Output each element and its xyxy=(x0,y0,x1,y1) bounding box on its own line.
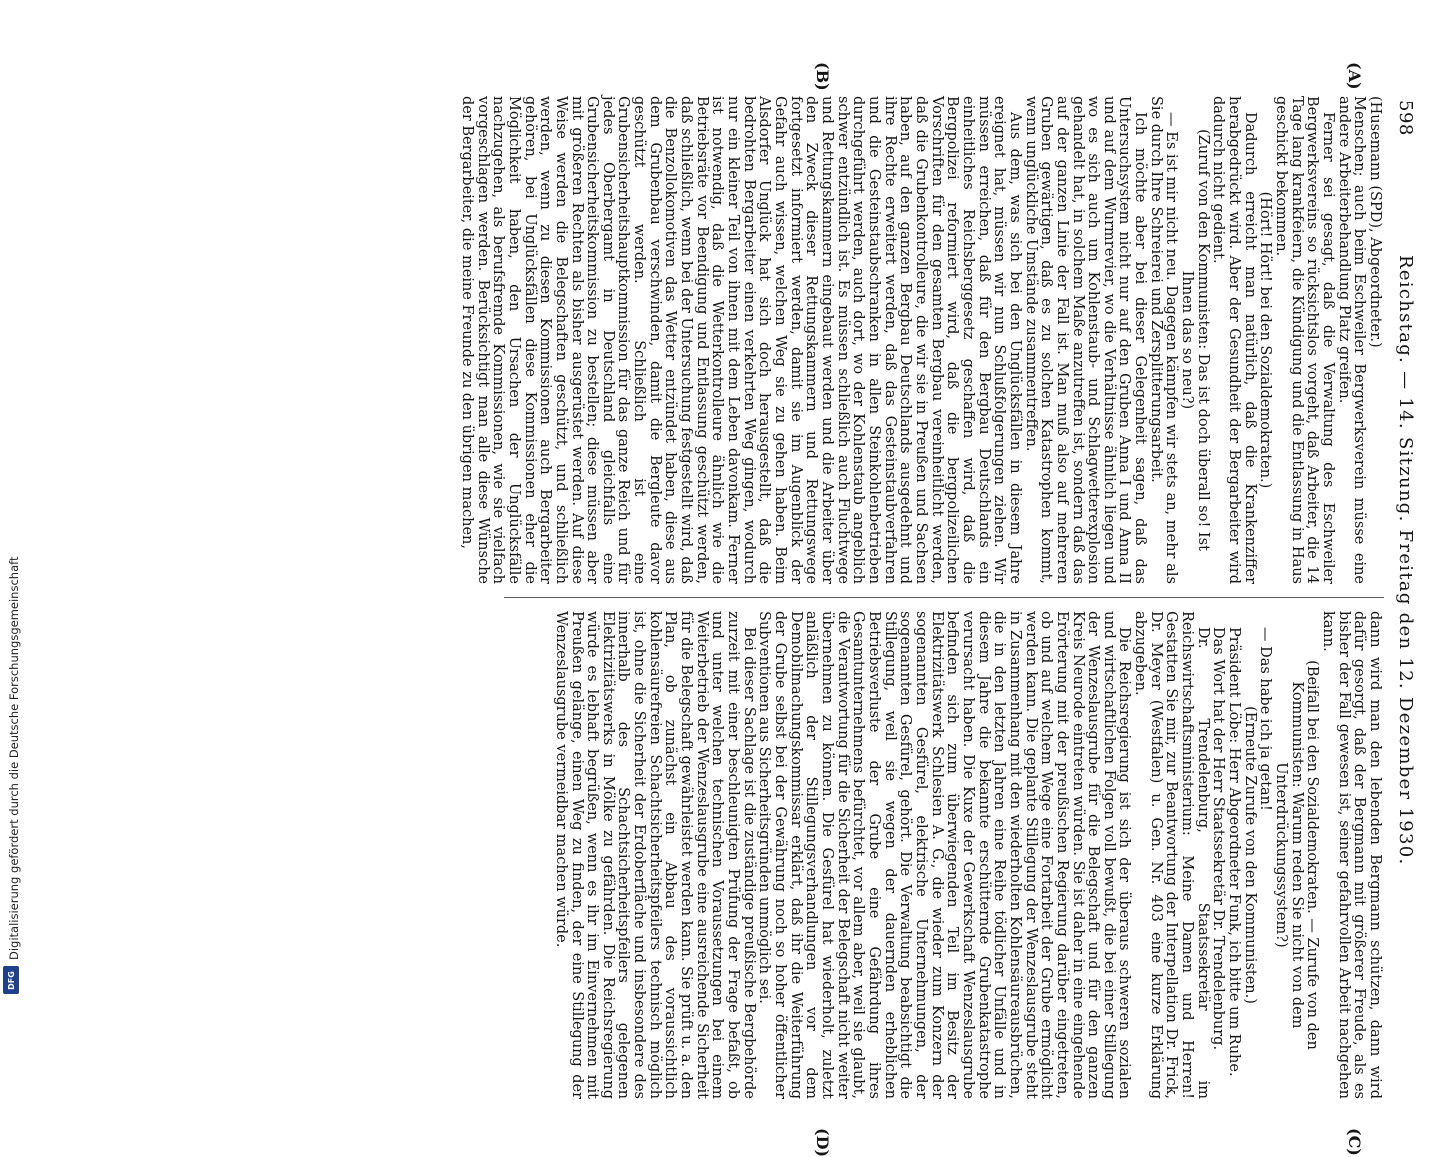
speaker-paragraph: Dr. Trendelenburg, Staatssekretär im Reichswirtschaftsministerium: Meine Damen und Herren! Gestatten Sie mir, zur Beantwortung der Interpellation Dr. Frick, Dr. Meyer (Westfalen) u. Gen. Nr. 403 eine kurze Erklärung abzugeben. xyxy=(1132,611,1211,1099)
interjection: (Hört! Hört! bei den Sozialdemokraten.) xyxy=(1257,191,1274,489)
paragraph: Das Wort hat der Herr Staatssekretär Dr. Trendelenburg. xyxy=(1210,627,1227,1051)
paragraph: — Es ist mir nicht neu. Dagegen kämpfen wir stets an, mehr als Sie durch Ihre Schreierei und Zersplitterungsarbeit. xyxy=(1147,96,1180,584)
margin-marker-a: (A) xyxy=(1345,62,1364,90)
digitization-credit xyxy=(0,0,24,1000)
page-header xyxy=(1390,100,1416,1100)
digitization-credit-text: Digitalisierung gefördert durch die Deutsche Forschungsgemeinschaft xyxy=(7,556,21,960)
running-title: Reichstag. — 14. Sitzung. Freitag den 12. Dezember 1930. xyxy=(1395,255,1416,866)
interjection: (Erneute Zurufe von den Kommunisten.) xyxy=(1241,706,1258,1004)
paragraph: Ich möchte aber bei dieser Gelegenheit sagen, daß das Untersuchsystem nicht nur auf den Gruben Anna I und Anna II und auf dem Wurmrevier, wo die Verhältnisse ähnlich liegen und wo es sich auch um Kohlenstaub- und Schlagwetterexplosion gehandelt hat, in solchem Maße anzutreffen ist, sondern daß das auf der ganzen Linie der Fall ist. Man muß also auf mehreren Gruben gewärtigen, daß es zu solchen Katastrophen kommt, wenn unglückliche Umstände zusammentreffen. xyxy=(1022,96,1149,584)
paragraph: Die Reichsregierung ist sich der überaus schweren sozialen und wirtschaftlichen Folgen voll bewußt, die bei einer Stillegung der Wenzeslausgrube für die Belegschaft und für den ganzen Kreis Neurode eintreten würden. Sie ist daher in eine eingehende Erörterung mit der preußischen Regierung darüber eingetreten, ob und auf welchem Wege eine Fortarbeit der Grube ermöglicht werden kann. Die geplante Stillegung der Wenzeslausgrube steht in Zusammenhang mit den wiederholten Kohlensäureausbrüchen, die in den letzten Jahren eine Reihe tödlicher Unfälle und in diesem Jahre die bekannte erschütternde Grubenkatastrophe verursacht haben. Die Kuxe der Gewerkschaft Wenzeslausgrube befinden sich zum überwiegenden Teil im Besitz der Elektrizitätswerk Schlesien A. G., die wieder zum Konzern der sogenannten Gesfürel, elektrische Unternehmungen, der sogenannten Gesfürel, gehört. Die Verwaltung beabsichtigt die Stillegung, weil sie wegen der dauernden erheblichen Betriebsverluste der Grube eine Gefährdung ihres Gesamtunternehmens befürchtet, vor allem aber, weil sie glaubt, die Verantwortung für die Sicherheit der Belegschaft nicht weiter übernehmen zu können. Die Gesfürel hat wiederholt, zuletzt anläßlich der Stillegungsverhandlungen vor dem Demobilmachungskommissar erklärt, daß ihr die Weiterführung der Grube selbst bei der Gewährung noch so hoher öffentlicher Subventionen aus Sicherheitsgründen unmöglich sei. xyxy=(756,611,1133,1099)
paragraph: Menschen; auch beim Eschweiler Bergwerksverein müsse eine andere Arbeiterbehandlung Platz greifen. xyxy=(1335,96,1368,584)
interjection: (Beifall bei den Sozialdemokraten. — Zurufe von den Kommunisten: Warum reden Sie nicht von dem Unterdrückungssystem?) xyxy=(1273,660,1321,1050)
margin-marker-b: (B) xyxy=(813,62,832,91)
interjection: (Zuruf von den Kommunisten: Das ist doch überall so! Ist Ihnen das so neu?) xyxy=(1179,129,1211,551)
margin-marker-c: (C) xyxy=(1345,1128,1364,1156)
dfg-logo-icon xyxy=(3,966,19,994)
page-number: 598 xyxy=(1395,100,1416,136)
president-remark: Präsident Löbe: Herr Abgeordneter Funk, ich bitte um Ruhe. xyxy=(1226,627,1243,1077)
paragraph: Bei dieser Sachlage ist die zuständige preußische Bergbehörde zurzeit mit einer beschleunigten Prüfung der Frage befaßt, ob und unter welchen technischen Voraussetzungen bei einem Weiterbetrieb der Wenzeslausgrube eine ausreichende Sicherheit für die Belegschaft gewährleistet werden kann. Sie prüft u. a. den Plan, ob zunächst ein Abbau des voraussichtlich kohlensäurefreien Schachtsicherheitspfeilers technisch möglich ist, ohne die Sicherheit der Erdoberfläche und insbesondere des innerhalb des Schachtsicherheitspfeilers gelegenen Elektrizitätswerks in Mölke zu gefährden. Die Reichsregierung würde es lebhaft begrüßen, wenn es ihr im Einvernehmen mit Preußen gelänge, einen Weg zu finden, der eine Stillegung der Wenzeslausgrube vermeidbar machen würde. xyxy=(552,611,757,1099)
left-text-column xyxy=(458,96,1382,584)
speaker-continuation: (Husemann (SPD), Abgeordneter.) xyxy=(1367,96,1383,348)
paragraph: Dadurch erreicht man natürlich, daß die Krankenziffer herabgedrückt wird. Aber der Gesundheit der Bergarbeiter wird dadurch nicht gedient. xyxy=(1210,96,1258,584)
margin-marker-d: (D) xyxy=(813,1128,832,1157)
paragraph: dann wird man den lebenden Bergmann schützen, dann wird dafür gesorgt, daß der Bergmann mit größerer Freude, als es bisher der Fall gewesen ist, seiner gefahrvollen Arbeit nachgehen kann. xyxy=(1320,611,1383,1099)
dfg-logo-text: DFG xyxy=(6,970,16,990)
column-divider xyxy=(504,597,1384,598)
paragraph: Ferner sei gesagt, daß die Verwaltung des Eschweiler Bergwerksvereins so rücksichtslos vorgeht, daß Arbeiter, die 14 Tage lang krankfeiern, die Kündigung und die Entlassung in Haus geschickt bekommen. xyxy=(1273,96,1337,584)
paragraph: Aus dem, was sich bei den Unglücksfällen in diesem Jahre ereignet hat, müssen wir nun Schlußfolgerungen ziehen. Wir müssen erreichen, daß für den Bergbau Deutschlands ein einheitliches Reichsberggesetz geschaffen wird, daß die Bergpolizei reformiert wird, daß die bergpolizeilichen Vorschriften für den gesamten Bergbau vereinheitlicht werden, daß die Grubenkontrolleure, die wir sie in Preußen und Sachsen haben, auf den ganzen Bergbau Deutschlands ausgedehnt und ihre Rechte erweitert werden, daß das Gesteinstaubverfahren und die Gesteinstaubschranken in allen Steinkohlenbetrieben durchgeführt werden, auch dort, wo der Kohlenstaub angeblich schwer entzündlich ist. Es müssen schließlich auch Fluchtwege und Rettungskammern eingebaut werden und die Arbeiter über den Zweck dieser Rettungskammern und Rettungswege fortgesetzt informiert werden, damit sie im Augenblick der Gefahr auch wissen, welchen Weg sie zu gehen haben. Beim Alsdorfer Unglück hat sich doch herausgestellt, daß die bedrohten Bergarbeiter einen verkehrten Weg gingen, wodurch nur ein kleiner Teil von ihnen mit dem Leben davonkam. Ferner ist notwendig, daß die Wetterkontrolleure ähnlich wie die Betriebsräte vor Beendigung und Entlassung geschützt werden, daß schließlich, wenn bei der Untersuchung festgestellt wird, daß die Benzollokomotiven das Wetter entzündet haben, diese aus dem Grubenbau verschwinden, damit die Bergleute davor geschützt werden. Schließlich ist eine Grubensicherheitshauptkommission für das ganze Reich und für jedes Oberbergamt in Deutschland gleichfalls eine Grubensicherheitskommission zu bestellen; diese müssen aber mit größeren Rechten als bisher ausgerüstet werden. Auf diese Weise werden die Belegschaften geschützt, und schließlich werden, wenn zu diesen Kommissionen auch Bergarbeiter gehören, bei Unglücksfällen diese Kommissionen eher die Möglichkeit haben, den Ursachen der Unglücksfälle nachzugehen, als berufsfremde Kommissionen, wie sie vielfach vorgeschlagen werden. Berücksichtigt man alle diese Wünsche der Bergarbeiter, die meine Freunde zu den übrigen machen, xyxy=(458,96,1023,584)
paragraph: — Das habe ich ja getan! xyxy=(1257,627,1274,811)
right-text-column xyxy=(552,611,1382,1099)
